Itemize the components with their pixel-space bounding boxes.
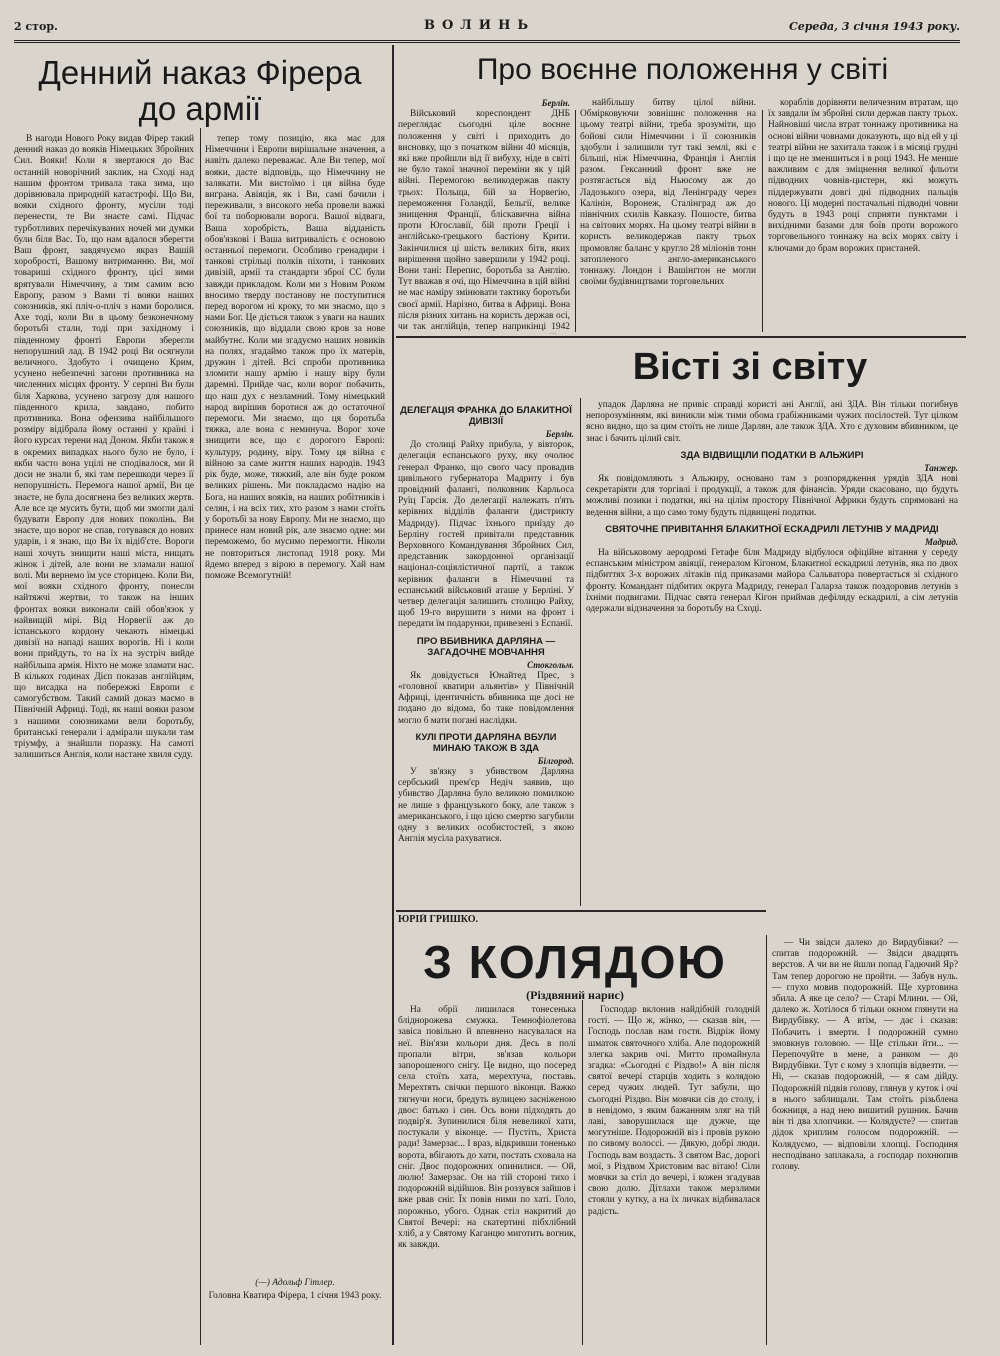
article-column <box>205 134 385 1344</box>
news-text: У зв'язку з убивством Дарляна сербський прем'єр Недіч заявив, що убивство Дарляна було великою помилкою не лише з французького боку, але також з американського, і що цією смертю загубили одну з великих особистостей, з якою Англія мусіла рахуватися. <box>398 767 574 845</box>
story-author <box>398 914 598 930</box>
dateline: Берлін. <box>545 429 574 439</box>
section-headline: Вісті зі світу <box>632 346 868 388</box>
dateline: Танжер. <box>924 462 958 473</box>
story-subtitle: (Різдвяний нарис) <box>526 988 624 1002</box>
story-text: На обрії лишилася тонесенька бліднорожева смужка. Темнофіолетова завіса повільно й впевнено насувалася на неї. Він'язи кольори дня. Десь в полі пропали вітри, зв'язав кольори запорошеного снігу. Це видно, що посеред села стоїть хата, мерехтуча, поставь. Мерехтять свічки першого віконця. Важко тягнучи ноги, бредуть вулицею засніженою двоє: батько і син. Ось вони підходять до подвір'я. Зупинилися біля невеликої хати, постукали у віконце. — Пустіть, Христа ради! Замерзає... І враз, відкривши тоненько ворота, вбігають до хати, постать сховала на сніг. Двоє подорожних опинилися. — Ой, люлю! Замерзає. Он на тій стороні тихо і подорожній відійшов. Він роззувся зайшов і вже рвав сніг. Їх повів ними по хаті. Голо, порожньо, убого. Однак стіл накритий до Святої Вечері: на скатертині пібхлібний хліб, а у Святому Каганцю миготить вогник, як завжди. <box>398 1005 576 1251</box>
column-rule <box>762 110 763 332</box>
story-column <box>772 938 958 1345</box>
article-column <box>580 98 756 334</box>
story-text: Господар вклонив найдібній голодній гості. — Що ж, жінко, — сказав він, — Господь послав нам гостя. Відріж йому шматок святочного хліба. Але подорожній злегка закрив очі. Митто промайнула згадка: «Сьогодні є Різдво!» А він після святої вечері старців ходить з колядою серед чужих людей. Тут забули, що сьогодні Різдво. Він мовчки сів до столу, і в невідомо, з яким бажанням зляг на тій лаві, заворушилася ще дужче, ще могутніше. Подорожній віз і провів рукою по сивому волоссі. — Дякую, добрі люди. Господь вам воздасть. З святом Вас, дорогі мої, з Різдвом Христовим вас вітаю! Сіли мовчки за стіл до вечері, і кожен згадував свою долю. Дітлахи також мерзлими стояли у кутку, а на їх личках відбивалася радість. <box>588 1005 760 1217</box>
news-text: упадок Дарляна не привіє справді користі ані Англії, ані ЗДА. Він тільки погибнув непорозумінням, які виникли між тими обома грабіжниками чужих посілостей. Тут цілком ясно видно, що за цим стоїть не лише Дарлян, але також ЗДА. Хто є духовим вбивником, це знає і бачить цілий світ. <box>586 400 958 444</box>
news-column <box>398 400 574 905</box>
dateline: Мадрид. <box>924 536 958 547</box>
article-column <box>398 98 570 334</box>
column-rule <box>582 1000 583 1345</box>
page-number: 2 стор. <box>14 20 58 33</box>
column-rule <box>580 398 581 906</box>
article-text: Військовий кореспондент ДНБ переглядає сьогодні ціле воєнне положення у світі і приходить до висновку, що з початком війни 40 місяців, які вже пройшли від її вибуху, ніде в світі не було такої значної переміни як у цій війні. Перемогою великодержав пакту трьох: Польща, бій за Норвегію, переможення Голандії, Бельгії, велике знищення Франції, бліскавична війна проти Югославії, бій проти Греції і англійсько-грецького бастіону Крити. Закінчилися ці шість великих бітв, яких вирішення щойно завершили у 1942 році. Вони тані: Перепис, боротьба за Англію. Тут вважав я очі, що Німеччина в цій війні не має наміру змінювати тактику боротьби своєї армії. Нарізно, битва в Африці. Вона після різних хитань на користь держав осі, чи так англійців, тепер наприкінці 1942 <box>398 109 570 333</box>
news-headline: КУЛІ ПРОТИ ДАРЛЯНА ВБУЛИ МИНАЮ ТАКОЖ В ЗДА <box>415 731 557 754</box>
story-column <box>588 1005 760 1345</box>
column-rule <box>200 128 201 1345</box>
article-column <box>768 98 958 334</box>
signature: (—) Адольф Гітлер. <box>255 1278 335 1288</box>
issue-date: Середа, 3 січня 1943 року. <box>788 20 960 33</box>
column-rule <box>575 110 576 332</box>
news-text: Як довідується Юнайтед Прес, з «головної кватири альянтів» у Північній Африці, ідентичність вбивника ще досі не подано до відома, бо таке повідомлення могло б мати погані наслідки. <box>398 670 574 726</box>
news-headline: ЗДА ВІДВИЩІЛИ ПОДАТКИ В АЛЬЖИРІ <box>680 449 864 461</box>
story-column <box>398 1005 576 1345</box>
news-text: До столиці Райху прибула, у вівторок, делегація еспанського руху, яку очолює генерал Франко, що свого часу провадив цивільного губернатора Мадриту і був провідний фалангі, полковник Карльоса Руїц Гарсія. До делегації належать п'ять керівних відділів фаланги (дистрикту Мадриду). Підчас їхнього приїзду до Берліну гостей привітали представник Верховного Командування Збройних Сил, представник закордонної організації націонал-соціялістичної партії, а також керівник фаланги в Німеччині та еспанський військовий аташе у Берліні. У четвер делегація залишить столицю Райху, щоб 19-го вирушити з ними на фронт і передати їм подарунки, привезені з Еспанії. <box>398 440 574 630</box>
news-text: Як повідомляють з Альжиру, основано там з розпорядження урядів ЗДА нові секретаріяти для торгівлі і продукції, а також для фінансів. Уряди скасовано, що будуть можливі позики і податки, які на цілім простору Північної Африки будуть спрямовані на ведення війни, а що само тому будуть підвищені податки. <box>586 474 958 518</box>
story-text: — Чи звідси далеко до Вирдубівки? — спитав подорожній. — Звідси двадцять верстов. А чи ви не йшли попад Гадючий Яр? Там тепер дорогою не пройти. — Забув нуль. — глухо мовив подорожній. Ще хуртовина збила. А яке це село? — Старі Млини. — Ой, далеко ж. Хотілося б тільки окном глянути на Вирдубівку. — А втім, — дає і сказав: Побачить і вмерти. І подорожній сумно змовкнув головою. — Ще стільки йти... — Перепочуйте в мене, а ранком — до Вирдубівки. Тут є кому з хлопців відвезти. — Ні, — сказав подорожній, — я сам дійду. Подорожній підвів голову, глянув у куток і очі в нього заблищали. Там стоїть різьблена божниця, а над нею вишитий рушник. Бачив він ті два хлопчики. — Колядуєте? — спитав дідок хриплим голосом подорожній. — Колядуємо, — відповіли хлопці. Господиня несподівано заплакала, а господар похнюпив голову. <box>772 938 958 1173</box>
article-text: В нагоди Нового Року видав Фірер такий денний наказ до вояків Німецьких Збройних Сил. Вояки! Коли я звертаюся до Вас останній новорічний заклик, на Сході над нашим фронтом тривала така зима, що дорівнювала природній катастрофі. Що Ви, вояки східного фронту, мусіли тоді перенести, те Ви знаєте самі. Підчас турботливих перечікуваних ночей ми думки були біля Вас. То, що нам вдалося зберегти Ваш фронт, завдячуємо якраз Вашій хоробрості, Вашому витриманню. Ви, мої товариші східного фронту, цієї зими врятували Німеччину, а тим самим всю Европу, разом з Вами ті вояки наших союзників, які пліч-о-пліч з нами боролися. Ахе тоді, коли Ви в цьому безконечному боротьбі стали, тоді при західному і південному фронті Европи зберегли непорушний лад. В 1942 році Ви осягнули величного. Здобуто і очищено Крим, усунено небезпечні загони противника на численних місцях фронту. У серпні Ви були біля Харкова, усунено загрозу для нашого південного крила, завдано, побито противника. Вона офензива найбільшого розміру відібрала йому останні у країні i його курсах терени над Доном. Якби також я в окремих випадках нього було не було, і якби часто вона уцілі не сподівалося, ми й доси не знали б, які там перешкоди через її непорушність. Перемога нашої армії, Ви це знаєте, не була досягнена без великих жертв. Але все це мусить бути, щоб ми змогли далі будувати Европу для нових поколінь. Ви знаєте, що ворог не спав, готувався до нових ударів, і я знаю, що Ви їх відіб'єте. Вороги наші хочуть знищити наші міста, нищать жінок і дітей, але вони не зламали нашої волі. Ми вернемо їм усе сторицею. Коли Ви, мої вояки східного фронту, понесли найтяжчі жертви, то також на інших фронтах вояки виконали свій обов'язок у найвищій мірі. Від Норвегії аж до іспанського кордону чекають німецькі дивізії на нападі наших ворогів. Ні і коли вони прийдуть, то на їх на зустріч вийде найбільша армія. Ніхто не може зламати нас. В кількох годинах Дієп показав англійцям, що висадка на побережжі Европи є самогубством. Такий самий доказ маємо в Північній Африці. Тоді, як наші вояки разом з нашими союзниками вели боротьбу, британські генерали і адмірали шукали там тріумфу, а знайшли поразку. На самоті залишиться Англія, коли настане хвиля суду. <box>14 134 194 761</box>
newspaper-title: ВОЛИНЬ <box>424 18 536 33</box>
dateline: Берлін. <box>541 98 570 108</box>
signature-place: Головна Кватира Фірера, 1 січня 1943 року. <box>208 1291 382 1302</box>
news-headline: ПРО ВБИВНИКА ДАРЛЯНА — ЗАГАДОЧНЕ МОВЧАННЯ <box>416 635 556 658</box>
article-headline: Денний наказ Фірера до армії <box>38 54 362 127</box>
masthead <box>14 14 960 43</box>
article-text: найбільшу битву цілої війни. Обмірковуючи зовнішнє положення на цьому театрі війни, треба зрозуміти, що бойові сили Німеччини і її союзників здобули і залишили тут такі землі, які є більші, ніж Німеччина, Франція і Англія разом. Гексанний фронт вже не розтягається від Ньюcому аж до Ладозького озера, від Ленінграду через Калінін, Воронеж, Сталінград аж до північних схилів Кавказу. Пошосте, битва на світових морях. На цьому театрі війни в користь великодержав пакту трьох промовляє баланс у кругло 28 міліонів тонн затопленого англо-американського тоннажу. Лондон і Вашінґтон не могли своїми будівництвами торговельних <box>580 98 756 288</box>
news-headline: СВЯТОЧНЕ ПРИВІТАННЯ БЛАКИТНОЇ ЕСКАДРИЛІ ЛЕТУНІВ У МАДРИДІ <box>605 523 939 535</box>
article-text: кораблів дорівняти величезним втратам, що їх завдали їм збройні сили держав пакту трьох. Найновіші числа втрат тоннажу противника на основі війни човнами доказують, що від ей у ці театрі війни не захитала також і в місяці грудні і що це не зменшиться і в році 1943. Не менше важливим є для зміцнення великої фльоти підводних човнів-цистерн, які можуть піддержувати довгі дні підводних пальців нового. Ці модерні постачальні підводні човни будуть в 1943 році сприяти пунктами і вихідними базами для боїв проти ворожого торговельного тоннажу на всіх морях світу і ключами до брам ворожих пристаней. <box>768 98 958 254</box>
article-column <box>14 134 194 1344</box>
column-rule <box>766 935 767 1345</box>
story-headline: З КОЛЯДОЮ <box>423 936 727 988</box>
author-name: ЮРІЙ ГРИШКО. <box>398 914 479 925</box>
article-headline: Про воєнне положення у світі <box>476 53 889 86</box>
news-column <box>586 400 958 930</box>
article-text: тепер тому позицію, яка має для Німеччини і Европи вирішальне значення, а навіть далеко переважає. Але Ви тепер, мої вояки, дасте відповідь, що Німеччину не залякати. Ми вистоїмо і ця війна буде виграна. Авіяція, як і Ви, самі бачили і переживали, з високого неба провели важкі бої та поборювали ворога. Вашої відвага, Ваша хоробрість, Ваша відданість обов'язкові і Ваша витривалість є основою останньої перемоги. Особливо гренадири і танкові стрільці полків піхоти, і танкових дивізій, армії та стандарти зброї СС були завжди прикладом. Коли ми з Новим Роком вносимо тверду постанову не поступитися перед ворогом ні кроку, то ми знаємо, що з нами Бог. Це діється також з уваги на наших союзників, що віддали свою кров за нове майбутнє. Коли ми згадуємо наших новиків на полях, згадаймо також про їх матерів, дружин і дітей. Всі спроби противника зломити нашу армію і нашу віру були даремні. Прийде час, коли ворог побачить, що наш дух є незламний. Тому німецький народ вирішив боротися аж до остаточної перемоги. Ми знаємо, що ця боротьба тяжка, але вона є неминуча. Ворог хоче знищити все, що є дорогого Европі: культуру, родину, віру. Тому ця війна є війною за саме життя наших народів. 1943 рік буде, може, тяжкий, але він буде роком великих рішень. Ми покладаємо надію на Бога, на наших вояків, на наших робітників і селян, і на всіх тих, хто разом з нами стоїть у боротьбі за нову Европу. Ми не знаємо, що принесе нам новий рік, але знаємо одне: ми переможемо, бо мусимо перемогти. Ніколи не повториться листопад 1918 року. Ми йдемо вперед з вірою в перемогу. Хай нам поможе Всемогутній! <box>205 134 385 581</box>
news-text: На військовому аеродромі Гетафе біля Мадриду відбулося офіційне вітання у середу еспанським міністром авіяції, генералом Кігоном, Блакитної ескадрилі летунів, яка по двох підбиттях 3-х ворожих літаків під приказами майора Сальватора повертається зі східного фронту. Командант підбитих округа Мадриду, генерал Галарза також поздоровив летунів з їхніми подвигами. Підчас свята генерал Кігон приймав дефіляду ескадрилі, а сім летунів одержали відзначення за боротьбу на Сході. <box>586 548 958 615</box>
dateline: Білгород. <box>537 755 574 766</box>
news-headline: ДЕЛЕГАЦІЯ ФРАНКА ДО БЛАКИТНОЇ ДИВІЗІЇ <box>400 405 572 427</box>
dateline: Стокгольм. <box>527 659 574 670</box>
section-rule <box>396 336 966 338</box>
column-rule <box>392 45 394 1345</box>
